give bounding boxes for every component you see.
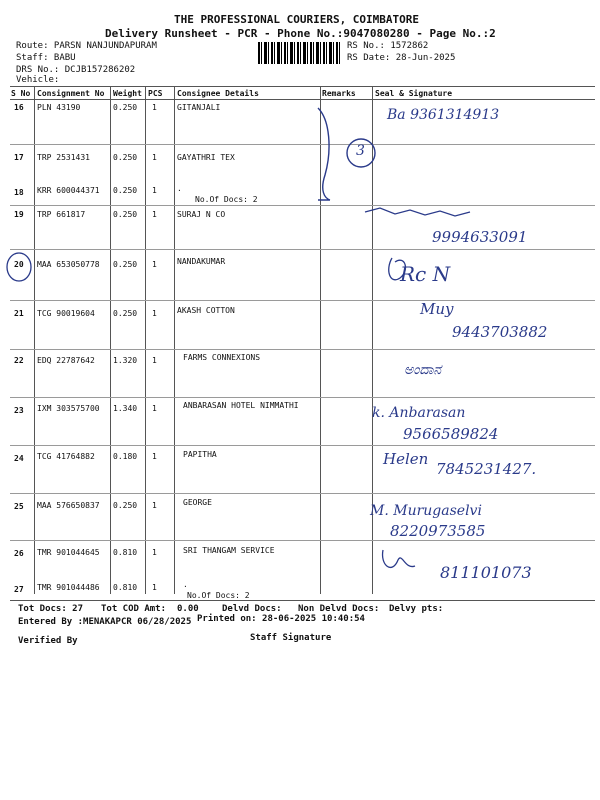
table-row-sno: 23 — [14, 406, 24, 415]
signature-row-21-name: Muy — [420, 300, 454, 318]
staff-signature: Staff Signature — [250, 633, 332, 643]
signature-row-25-phone: 8220973585 — [390, 522, 486, 540]
table-row-cno: TMR 901044645 — [37, 548, 100, 557]
table-row-sno: 22 — [14, 356, 24, 365]
col-consignee: Consignee Details — [177, 89, 259, 98]
table-row-consignee: GITANJALI — [177, 103, 221, 112]
total-docs: Tot Docs: 27 — [18, 604, 84, 614]
table-row-pcs: 1 — [152, 103, 157, 112]
table-row-pcs: 1 — [152, 186, 157, 195]
table-row-sno: 26 — [14, 549, 24, 558]
signature-row-24-name: Helen — [383, 450, 429, 468]
table-row-pcs: 1 — [152, 452, 157, 461]
table-row-weight: 0.810 — [113, 548, 138, 557]
company-name: THE PROFESSIONAL COURIERS, COIMBATORE — [174, 13, 420, 26]
table-row-weight: 0.250 — [113, 260, 138, 269]
table-row-consignee: SRI THANGAM SERVICE — [183, 546, 275, 555]
route: Route: PARSN NANJUNDAPURAM — [16, 41, 157, 51]
total-cod-label: Tot COD Amt: — [101, 604, 167, 614]
col-sno: S No — [11, 89, 31, 98]
table-row-sno: 18 — [14, 188, 24, 197]
table-row-consignee: PAPITHA — [183, 450, 217, 459]
table-row-sno: 21 — [14, 309, 24, 318]
table-row-cno: TCG 90019604 — [37, 309, 95, 318]
col-weight: Weight — [113, 89, 142, 98]
signature-row-19: 9994633091 — [432, 228, 528, 246]
table-row-sno: 20 — [14, 260, 24, 269]
table-row-cno: TRP 2531431 — [37, 153, 90, 162]
table-row-consignee: ANBARASAN HOTEL NIMMATHI — [183, 401, 299, 410]
table-row-cno: TCG 41764882 — [37, 452, 95, 461]
table-row-weight: 0.250 — [113, 309, 138, 318]
table-row-sno: 25 — [14, 502, 24, 511]
signature-row-16: Ba 9361314913 — [387, 107, 500, 123]
entered-by: Entered By :MENAKAPCR 06/28/2025 — [18, 617, 192, 627]
signature-row-25-name: M. Murugaselvi — [370, 503, 482, 519]
col-seal-signature: Seal & Signature — [375, 89, 453, 98]
table-row-sno: 19 — [14, 210, 24, 219]
table-row-cno: KRR 600044371 — [37, 186, 100, 195]
table-row-weight: 0.250 — [113, 501, 138, 510]
delivery-points: Delvy pts: — [389, 604, 444, 614]
signature-stroke — [365, 208, 470, 216]
serial-circle — [7, 253, 31, 281]
table-row-consignee: NANDAKUMAR — [177, 257, 226, 266]
runsheet-subtitle: Delivery Runsheet - PCR - Phone No.:9047080280 - Page No.:2 — [105, 27, 496, 40]
staff: Staff: BABU — [16, 53, 76, 63]
table-row-consignee: . — [177, 184, 182, 193]
table-row-pcs: 1 — [152, 501, 157, 510]
table-row-consignee: GEORGE — [183, 498, 212, 507]
signature-row-26: 811101073 — [440, 563, 532, 582]
table-row-weight: 0.250 — [113, 186, 138, 195]
table-row-cno: EDQ 22787642 — [37, 356, 95, 365]
table-row-cno: MAA 653050778 — [37, 260, 100, 269]
table-row-cno: PLN 43190 — [37, 103, 81, 112]
table-row-consignee: GAYATHRI TEX — [177, 153, 235, 162]
signature-row-21-phone: 9443703882 — [452, 323, 548, 341]
table-row-weight: 0.250 — [113, 103, 138, 112]
col-consignment: Consignment No — [37, 89, 105, 98]
table-row-weight: 0.250 — [113, 153, 138, 162]
printed-on: Printed on: 28-06-2025 10:40:54 — [197, 614, 365, 624]
table-row-consignee: FARMS CONNEXIONS — [183, 353, 261, 362]
non-delivered-docs: Non Delvd Docs: — [298, 604, 380, 614]
rs-number: RS No.: 1572862 — [347, 41, 429, 51]
table-row-cno: MAA 576650837 — [37, 501, 100, 510]
drs-number: DRS No.: DCJB157286202 — [16, 65, 136, 75]
total-cod-amount: 0.00 — [177, 604, 199, 614]
table-row-pcs: 1 — [152, 583, 157, 592]
table-row-cno: IXM 303575700 — [37, 404, 100, 413]
signature-row-22: ಅಂದಾನ — [404, 362, 442, 378]
signature-row-23-name: k. Anbarasan — [372, 405, 466, 421]
table-row-weight: 0.810 — [113, 583, 138, 592]
table-row-pcs: 1 — [152, 356, 157, 365]
col-pcs: PCS — [148, 89, 163, 98]
table-row-sno: 24 — [14, 454, 24, 463]
table-row-weight: 0.250 — [113, 210, 138, 219]
docs-count-note: No.Of Docs: 2 — [195, 195, 258, 204]
table-row-weight: 1.320 — [113, 356, 138, 365]
delivered-docs: Delvd Docs: — [222, 604, 282, 614]
vehicle: Vehicle: — [16, 75, 60, 85]
table-row-pcs: 1 — [152, 260, 157, 269]
remarks-count: 3 — [356, 143, 365, 159]
table-row-weight: 1.340 — [113, 404, 138, 413]
table-row-cno: TMR 901044486 — [37, 583, 100, 592]
table-row-sno: 27 — [14, 585, 24, 594]
table-row-cno: TRP 661817 — [37, 210, 86, 219]
verified-by: Verified By — [18, 636, 78, 646]
table-row-pcs: 1 — [152, 548, 157, 557]
table-row-consignee: . — [183, 580, 188, 589]
table-row-pcs: 1 — [152, 404, 157, 413]
table-row-weight: 0.180 — [113, 452, 138, 461]
docs-count-note: No.Of Docs: 2 — [187, 591, 250, 600]
table-row-pcs: 1 — [152, 210, 157, 219]
signature-stroke — [383, 550, 415, 567]
remarks-brace — [318, 108, 330, 200]
signature-row-24-phone: 7845231427. — [436, 460, 537, 478]
table-row-consignee: AKASH COTTON — [177, 306, 235, 315]
table-row-sno: 17 — [14, 153, 24, 162]
signature-row-20: Rc N — [400, 262, 451, 286]
rs-date: RS Date: 28-Jun-2025 — [347, 53, 456, 63]
table-row-pcs: 1 — [152, 153, 157, 162]
table-row-sno: 16 — [14, 103, 24, 112]
col-remarks: Remarks — [322, 89, 356, 98]
signature-row-23-phone: 9566589824 — [403, 425, 499, 443]
table-row-pcs: 1 — [152, 309, 157, 318]
table-row-consignee: SURAJ N CO — [177, 210, 226, 219]
